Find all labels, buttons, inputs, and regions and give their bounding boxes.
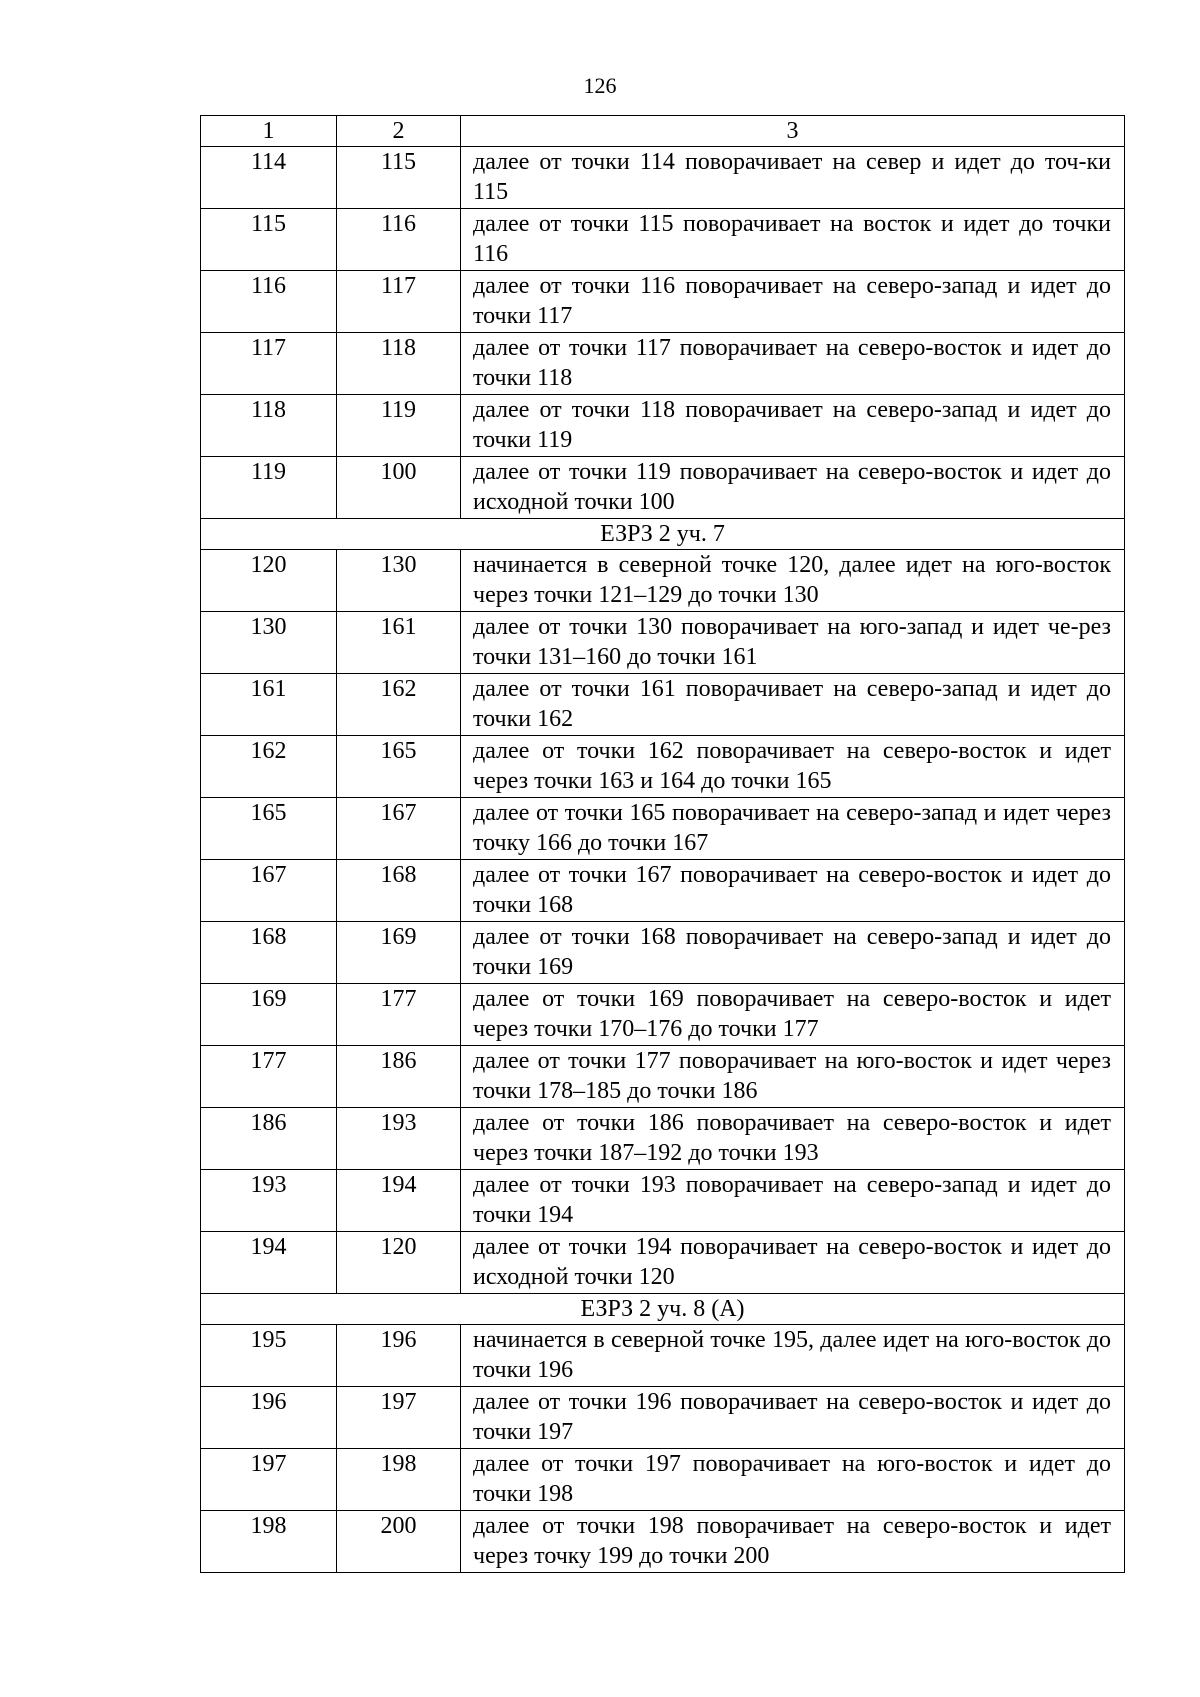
table-row xyxy=(201,922,1125,984)
description-cell: далее от точки 162 поворачивает на северо-восток и идет через точки 163 и 164 до точки 165 xyxy=(461,736,1125,798)
start-point-cell: 117 xyxy=(201,333,337,395)
end-point-cell: 130 xyxy=(337,550,461,612)
table-row xyxy=(201,271,1125,333)
end-point-cell: 200 xyxy=(337,1511,461,1573)
table-row xyxy=(201,1108,1125,1170)
table-row xyxy=(201,457,1125,519)
table-row xyxy=(201,209,1125,271)
end-point-cell: 119 xyxy=(337,395,461,457)
end-point-cell: 100 xyxy=(337,457,461,519)
description-cell: далее от точки 193 поворачивает на северо-запад и идет до точки 194 xyxy=(461,1170,1125,1232)
table-row xyxy=(201,736,1125,798)
start-point-cell: 162 xyxy=(201,736,337,798)
description-cell: далее от точки 116 поворачивает на северо-запад и идет до точки 117 xyxy=(461,271,1125,333)
start-point-cell: 169 xyxy=(201,984,337,1046)
end-point-cell: 197 xyxy=(337,1387,461,1449)
description-cell: далее от точки 169 поворачивает на северо-восток и идет через точки 170–176 до точки 177 xyxy=(461,984,1125,1046)
start-point-cell: 119 xyxy=(201,457,337,519)
page-number: 126 xyxy=(583,73,617,98)
end-point-cell: 193 xyxy=(337,1108,461,1170)
description-cell: далее от точки 186 поворачивает на северо-восток и идет через точки 187–192 до точки 193 xyxy=(461,1108,1125,1170)
end-point-cell: 167 xyxy=(337,798,461,860)
table-row xyxy=(201,1387,1125,1449)
description-cell: далее от точки 119 поворачивает на северо-восток и идет до исходной точки 100 xyxy=(461,457,1125,519)
table-row xyxy=(201,1511,1125,1573)
end-point-cell: 115 xyxy=(337,147,461,209)
start-point-cell: 161 xyxy=(201,674,337,736)
table-row xyxy=(201,674,1125,736)
start-point-cell: 194 xyxy=(201,1232,337,1294)
description-cell: далее от точки 117 поворачивает на северо-восток и идет до точки 118 xyxy=(461,333,1125,395)
boundary-description-table xyxy=(200,115,1125,1573)
table-row xyxy=(201,333,1125,395)
column-header-3: 3 xyxy=(461,116,1125,147)
table-row xyxy=(201,984,1125,1046)
section-heading-row xyxy=(201,1294,1125,1325)
description-cell: далее от точки 177 поворачивает на юго-восток и идет через точки 178–185 до точки 186 xyxy=(461,1046,1125,1108)
start-point-cell: 130 xyxy=(201,612,337,674)
column-header-2: 2 xyxy=(337,116,461,147)
table-row xyxy=(201,1325,1125,1387)
table-body xyxy=(201,116,1125,1573)
table-row xyxy=(201,395,1125,457)
table-row xyxy=(201,860,1125,922)
end-point-cell: 196 xyxy=(337,1325,461,1387)
table-row xyxy=(201,147,1125,209)
start-point-cell: 165 xyxy=(201,798,337,860)
table-row xyxy=(201,1232,1125,1294)
description-cell: начинается в северной точке 195, далее идет на юго-восток до точки 196 xyxy=(461,1325,1125,1387)
start-point-cell: 114 xyxy=(201,147,337,209)
section-heading: ЕЗРЗ 2 уч. 7 xyxy=(201,519,1125,550)
description-cell: далее от точки 194 поворачивает на северо-восток и идет до исходной точки 120 xyxy=(461,1232,1125,1294)
start-point-cell: 186 xyxy=(201,1108,337,1170)
start-point-cell: 168 xyxy=(201,922,337,984)
start-point-cell: 118 xyxy=(201,395,337,457)
description-cell: далее от точки 115 поворачивает на восток и идет до точки 116 xyxy=(461,209,1125,271)
start-point-cell: 115 xyxy=(201,209,337,271)
start-point-cell: 195 xyxy=(201,1325,337,1387)
end-point-cell: 161 xyxy=(337,612,461,674)
column-header-1: 1 xyxy=(201,116,337,147)
description-cell: далее от точки 114 поворачивает на север и идет до точ-ки 115 xyxy=(461,147,1125,209)
description-cell: далее от точки 118 поворачивает на северо-запад и идет до точки 119 xyxy=(461,395,1125,457)
table-row xyxy=(201,1170,1125,1232)
table-row xyxy=(201,798,1125,860)
end-point-cell: 198 xyxy=(337,1449,461,1511)
end-point-cell: 120 xyxy=(337,1232,461,1294)
end-point-cell: 186 xyxy=(337,1046,461,1108)
section-heading-row xyxy=(201,519,1125,550)
description-cell: далее от точки 165 поворачивает на северо-запад и идет через точку 166 до точки 167 xyxy=(461,798,1125,860)
description-cell: далее от точки 168 поворачивает на северо-запад и идет до точки 169 xyxy=(461,922,1125,984)
start-point-cell: 167 xyxy=(201,860,337,922)
end-point-cell: 194 xyxy=(337,1170,461,1232)
description-cell: далее от точки 130 поворачивает на юго-запад и идет че-рез точки 131–160 до точки 161 xyxy=(461,612,1125,674)
start-point-cell: 120 xyxy=(201,550,337,612)
table-row xyxy=(201,612,1125,674)
start-point-cell: 116 xyxy=(201,271,337,333)
description-cell: далее от точки 198 поворачивает на северо-восток и идет через точку 199 до точки 200 xyxy=(461,1511,1125,1573)
table-row xyxy=(201,1046,1125,1108)
end-point-cell: 165 xyxy=(337,736,461,798)
end-point-cell: 169 xyxy=(337,922,461,984)
table-row xyxy=(201,550,1125,612)
start-point-cell: 196 xyxy=(201,1387,337,1449)
start-point-cell: 177 xyxy=(201,1046,337,1108)
end-point-cell: 177 xyxy=(337,984,461,1046)
description-cell: далее от точки 197 поворачивает на юго-восток и идет до точки 198 xyxy=(461,1449,1125,1511)
end-point-cell: 116 xyxy=(337,209,461,271)
end-point-cell: 117 xyxy=(337,271,461,333)
start-point-cell: 193 xyxy=(201,1170,337,1232)
description-cell: далее от точки 161 поворачивает на северо-запад и идет до точки 162 xyxy=(461,674,1125,736)
end-point-cell: 118 xyxy=(337,333,461,395)
start-point-cell: 197 xyxy=(201,1449,337,1511)
description-cell: начинается в северной точке 120, далее идет на юго-восток через точки 121–129 до точки 130 xyxy=(461,550,1125,612)
table-header-row xyxy=(201,116,1125,147)
start-point-cell: 198 xyxy=(201,1511,337,1573)
table-row xyxy=(201,1449,1125,1511)
description-cell: далее от точки 167 поворачивает на северо-восток и идет до точки 168 xyxy=(461,860,1125,922)
section-heading: ЕЗРЗ 2 уч. 8 (А) xyxy=(201,1294,1125,1325)
end-point-cell: 168 xyxy=(337,860,461,922)
description-cell: далее от точки 196 поворачивает на северо-восток и идет до точки 197 xyxy=(461,1387,1125,1449)
end-point-cell: 162 xyxy=(337,674,461,736)
